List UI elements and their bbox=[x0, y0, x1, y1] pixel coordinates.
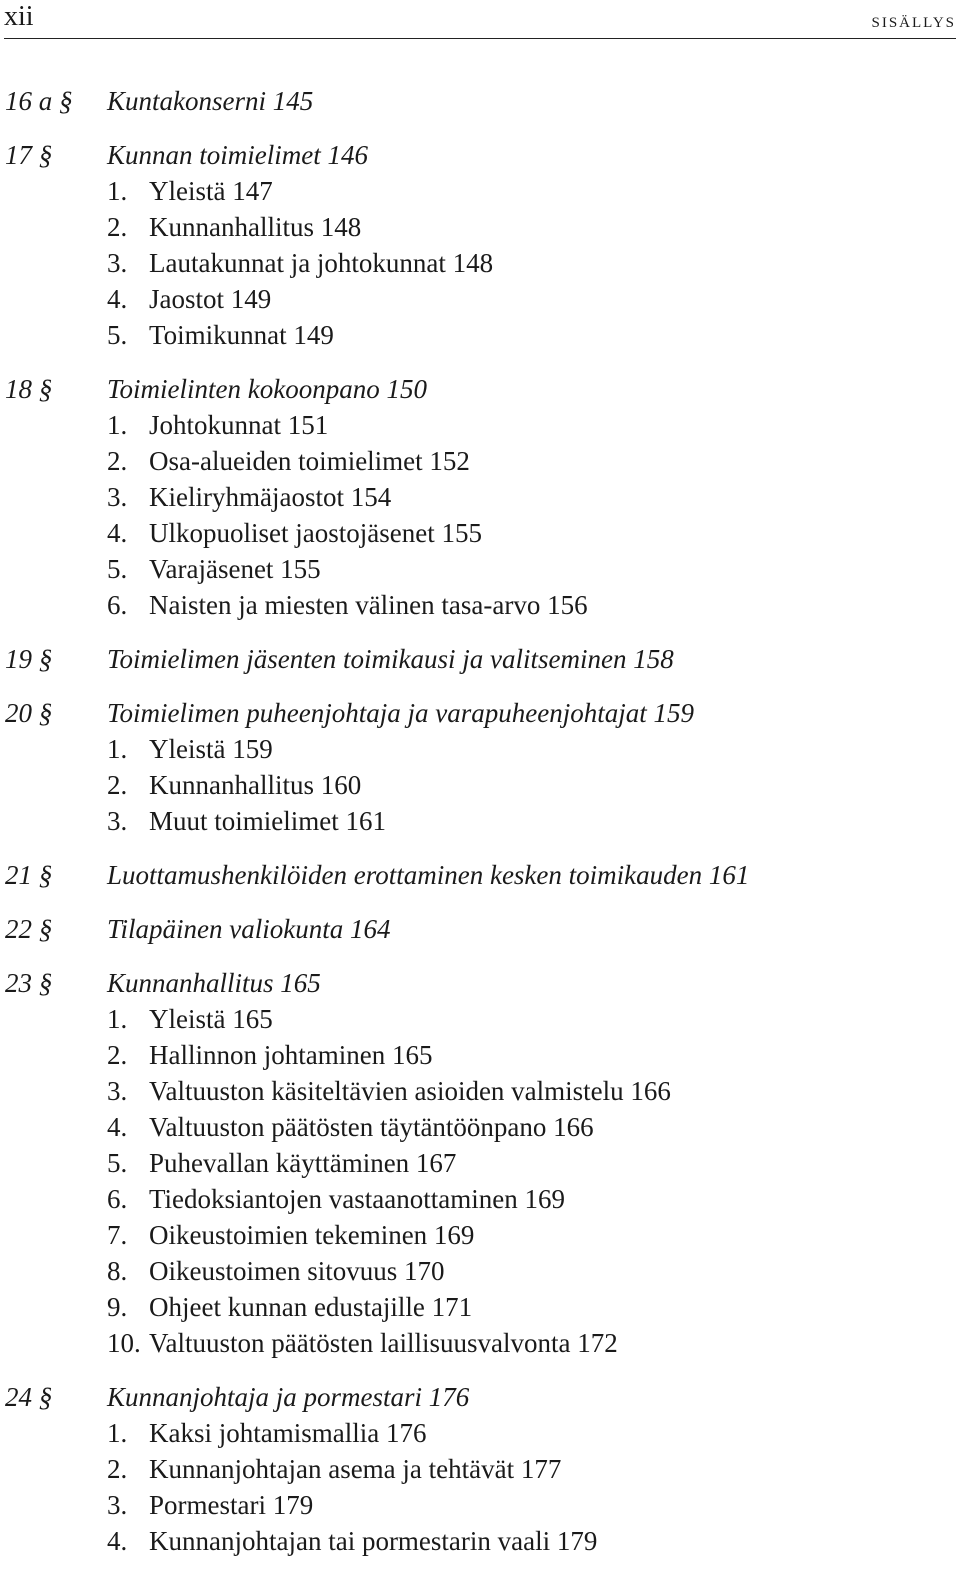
subsection-number: 1. bbox=[107, 176, 128, 206]
list-item bbox=[5, 479, 945, 515]
section-number: 23 § bbox=[5, 968, 53, 998]
subsection-title: Johtokunnat 151 bbox=[149, 410, 329, 440]
section-title: Luottamushenkilöiden erottaminen kesken toimikauden 161 bbox=[107, 860, 750, 890]
subsection-number: 6. bbox=[107, 590, 128, 620]
subsection-title: Jaostot 149 bbox=[149, 284, 272, 314]
subsection-number: 2. bbox=[107, 1454, 128, 1484]
subsection-title: Kunnanhallitus 160 bbox=[149, 770, 362, 800]
subsection-title: Muut toimielimet 161 bbox=[149, 806, 386, 836]
list-item bbox=[5, 1181, 945, 1217]
list-item bbox=[5, 1325, 945, 1361]
section-title: Kunnan toimielimet 146 bbox=[107, 140, 368, 170]
subsection-number: 2. bbox=[107, 446, 128, 476]
list-item bbox=[5, 1253, 945, 1289]
subsection-number: 7. bbox=[107, 1220, 128, 1250]
toc-section bbox=[5, 857, 945, 893]
list-item bbox=[5, 551, 945, 587]
list-item bbox=[5, 209, 945, 245]
subsection-number: 3. bbox=[107, 806, 128, 836]
list-item bbox=[5, 1289, 945, 1325]
subsection-number: 4. bbox=[107, 1112, 128, 1142]
section-title: Kunnanjohtaja ja pormestari 176 bbox=[107, 1382, 470, 1412]
section-heading bbox=[5, 371, 945, 407]
list-item bbox=[5, 1109, 945, 1145]
section-number: 19 § bbox=[5, 644, 53, 674]
subsection-title: Kieliryhmäjaostot 154 bbox=[149, 482, 392, 512]
toc-section bbox=[5, 1379, 945, 1559]
subsection-number: 6. bbox=[107, 1184, 128, 1214]
section-heading bbox=[5, 695, 945, 731]
subsection-title: Kaksi johtamismallia 176 bbox=[149, 1418, 427, 1448]
subsection-title: Yleistä 165 bbox=[149, 1004, 273, 1034]
page-header bbox=[4, 0, 956, 39]
subsection-number: 1. bbox=[107, 1418, 128, 1448]
subsection-list bbox=[5, 407, 945, 623]
list-item bbox=[5, 407, 945, 443]
subsection-number: 2. bbox=[107, 770, 128, 800]
list-item bbox=[5, 1037, 945, 1073]
page-number: xii bbox=[4, 1, 34, 32]
list-item bbox=[5, 1073, 945, 1109]
toc-section bbox=[5, 137, 945, 353]
subsection-title: Kunnanjohtajan asema ja tehtävät 177 bbox=[149, 1454, 562, 1484]
subsection-title: Oikeustoimien tekeminen 169 bbox=[149, 1220, 475, 1250]
section-number: 18 § bbox=[5, 374, 53, 404]
list-item bbox=[5, 731, 945, 767]
subsection-title: Puhevallan käyttäminen 167 bbox=[149, 1148, 457, 1178]
subsection-title: Oikeustoimen sitovuus 170 bbox=[149, 1256, 445, 1286]
subsection-title: Yleistä 147 bbox=[149, 176, 273, 206]
subsection-title: Kunnanjohtajan tai pormestarin vaali 179 bbox=[149, 1526, 598, 1556]
subsection-number: 4. bbox=[107, 518, 128, 548]
subsection-title: Valtuuston käsiteltävien asioiden valmistelu 166 bbox=[149, 1076, 671, 1106]
list-item bbox=[5, 1415, 945, 1451]
subsection-number: 9. bbox=[107, 1292, 128, 1322]
subsection-number: 5. bbox=[107, 320, 128, 350]
subsection-number: 4. bbox=[107, 284, 128, 314]
list-item bbox=[5, 1001, 945, 1037]
section-number: 20 § bbox=[5, 698, 53, 728]
section-heading bbox=[5, 911, 945, 947]
subsection-list bbox=[5, 173, 945, 353]
subsection-number: 2. bbox=[107, 212, 128, 242]
subsection-title: Naisten ja miesten välinen tasa-arvo 156 bbox=[149, 590, 588, 620]
list-item bbox=[5, 1451, 945, 1487]
subsection-list bbox=[5, 1415, 945, 1559]
list-item bbox=[5, 173, 945, 209]
subsection-title: Ulkopuoliset jaostojäsenet 155 bbox=[149, 518, 482, 548]
table-of-contents bbox=[5, 83, 945, 1577]
subsection-number: 1. bbox=[107, 734, 128, 764]
toc-section bbox=[5, 911, 945, 947]
list-item bbox=[5, 1217, 945, 1253]
section-heading bbox=[5, 1379, 945, 1415]
list-item bbox=[5, 803, 945, 839]
section-title: Kuntakonserni 145 bbox=[107, 86, 314, 116]
subsection-title: Valtuuston päätösten täytäntöönpano 166 bbox=[149, 1112, 594, 1142]
list-item bbox=[5, 317, 945, 353]
subsection-title: Hallinnon johtaminen 165 bbox=[149, 1040, 433, 1070]
section-heading bbox=[5, 83, 945, 119]
subsection-number: 10. bbox=[107, 1328, 141, 1358]
section-number: 24 § bbox=[5, 1382, 53, 1412]
section-heading bbox=[5, 641, 945, 677]
subsection-number: 8. bbox=[107, 1256, 128, 1286]
list-item bbox=[5, 1523, 945, 1559]
toc-section bbox=[5, 83, 945, 119]
section-heading bbox=[5, 857, 945, 893]
subsection-number: 5. bbox=[107, 1148, 128, 1178]
list-item bbox=[5, 443, 945, 479]
toc-section bbox=[5, 695, 945, 839]
section-title: Kunnanhallitus 165 bbox=[107, 968, 321, 998]
list-item bbox=[5, 245, 945, 281]
section-title: Tilapäinen valiokunta 164 bbox=[107, 914, 391, 944]
subsection-list bbox=[5, 731, 945, 839]
subsection-title: Varajäsenet 155 bbox=[149, 554, 321, 584]
subsection-number: 3. bbox=[107, 248, 128, 278]
subsection-title: Yleistä 159 bbox=[149, 734, 273, 764]
section-number: 17 § bbox=[5, 140, 53, 170]
list-item bbox=[5, 587, 945, 623]
section-number: 16 a § bbox=[5, 86, 73, 116]
list-item bbox=[5, 281, 945, 317]
subsection-title: Toimikunnat 149 bbox=[149, 320, 334, 350]
list-item bbox=[5, 767, 945, 803]
section-title: Toimielimen puheenjohtaja ja varapuheenjohtajat 159 bbox=[107, 698, 694, 728]
subsection-title: Lautakunnat ja johtokunnat 148 bbox=[149, 248, 494, 278]
subsection-title: Tiedoksiantojen vastaanottaminen 169 bbox=[149, 1184, 565, 1214]
list-item bbox=[5, 1487, 945, 1523]
section-title: Toimielimen jäsenten toimikausi ja valitseminen 158 bbox=[107, 644, 674, 674]
section-heading bbox=[5, 965, 945, 1001]
toc-section bbox=[5, 371, 945, 623]
subsection-number: 3. bbox=[107, 1076, 128, 1106]
subsection-title: Valtuuston päätösten laillisuusvalvonta 172 bbox=[149, 1328, 618, 1358]
subsection-number: 2. bbox=[107, 1040, 128, 1070]
subsection-number: 4. bbox=[107, 1526, 128, 1556]
subsection-number: 3. bbox=[107, 1490, 128, 1520]
list-item bbox=[5, 1145, 945, 1181]
section-number: 21 § bbox=[5, 860, 53, 890]
section-heading bbox=[5, 137, 945, 173]
subsection-number: 1. bbox=[107, 410, 128, 440]
subsection-number: 3. bbox=[107, 482, 128, 512]
subsection-title: Pormestari 179 bbox=[149, 1490, 314, 1520]
subsection-number: 1. bbox=[107, 1004, 128, 1034]
toc-section bbox=[5, 641, 945, 677]
list-item bbox=[5, 515, 945, 551]
subsection-list bbox=[5, 1001, 945, 1361]
subsection-title: Osa-alueiden toimielimet 152 bbox=[149, 446, 470, 476]
running-head: sisällys bbox=[871, 7, 956, 32]
subsection-number: 5. bbox=[107, 554, 128, 584]
section-title: Toimielinten kokoonpano 150 bbox=[107, 374, 427, 404]
subsection-title: Kunnanhallitus 148 bbox=[149, 212, 362, 242]
section-number: 22 § bbox=[5, 914, 53, 944]
subsection-title: Ohjeet kunnan edustajille 171 bbox=[149, 1292, 473, 1322]
toc-section bbox=[5, 965, 945, 1361]
